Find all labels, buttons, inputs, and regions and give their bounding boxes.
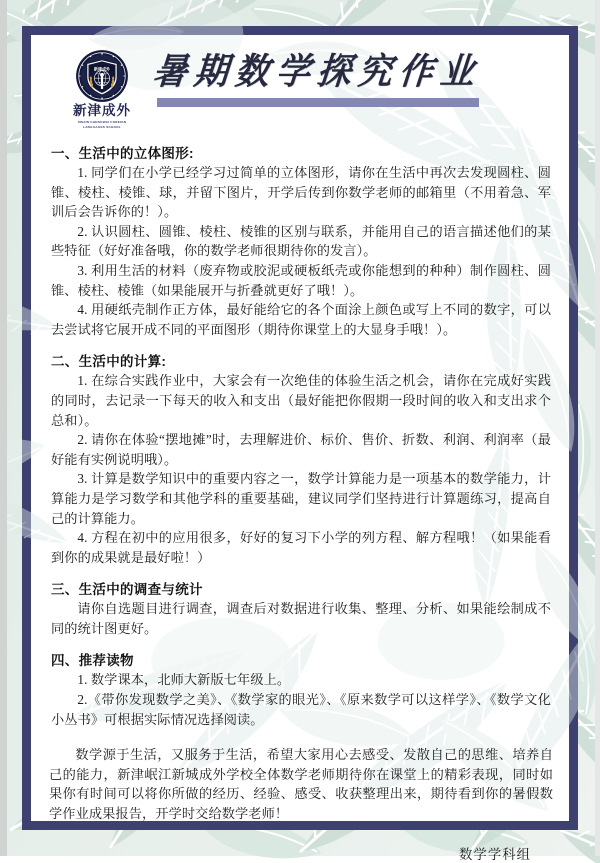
document-sheet xyxy=(31,35,569,862)
section-4 xyxy=(49,649,553,729)
section-2-item-1: 1. 在综合实践作业中，大家会有一次绝佳的体验生活之机会，请你在完成好实践的同时，去记录一下每天的收入和支出（最好能把你假期一段时间的收入和支出求个总和）。 xyxy=(51,373,551,428)
section-1-heading: 一、生活中的立体图形: xyxy=(51,146,194,161)
section-1-item-3: 3. 利用生活的材料（废弃物或胶泥或硬板纸壳或你能想到的种种）制作圆柱、圆锥、棱柱、棱锥（如果能展开与折叠就更好了哦！）。 xyxy=(51,262,551,298)
section-3-heading: 三、生活中的调查与统计 xyxy=(51,582,203,598)
school-crest-icon xyxy=(75,49,129,103)
section-2 xyxy=(49,350,553,567)
page-title: 暑期数学探究作业 xyxy=(151,52,483,93)
page-edge-right xyxy=(595,0,600,856)
section-3 xyxy=(49,578,553,638)
section-4-heading: 四、推荐读物 xyxy=(51,653,134,669)
section-1-item-4: 4. 用硬纸壳制作正方体，最好能给它的各个面涂上颜色或写上不同的数字，可以去尝试将它展开成不同的平面图形（期待你课堂上的大显身手哦！）。 xyxy=(51,302,551,337)
title-underline-bar xyxy=(157,98,479,107)
page-edge-left xyxy=(0,0,7,856)
section-2-heading: 二、生活中的计算: xyxy=(51,354,167,370)
section-2-item-3: 3. 计算是数学知识中的重要内容之一，数学计算能力是一项基本的数学能力，计算能力是学习数学和其他学科的重要基础，建议同学们坚持进行计算题练习，提高自己的计算能力。 xyxy=(51,471,551,526)
section-1-item-1: 1. 同学们在小学已经学习过简单的立体图形，请你在生活中再次去发现圆柱、圆锥、棱柱、棱锥、球，并留下图片，开学后传到你数学老师的邮箱里（不用着急、军训后会告诉你的！）。 xyxy=(51,165,551,220)
section-1 xyxy=(49,142,553,339)
document-content xyxy=(31,35,569,862)
closing-block xyxy=(49,745,553,823)
section-4-item-1: 1. 数学课本，北师大新版七年级上。 xyxy=(77,672,291,688)
section-1-item-2: 2. 认识圆柱、圆锥、棱柱、棱锥的区别与联系，并能用自己的语言描述他们的某些特征（好好准备哦，你的数学老师很期待你的发言）。 xyxy=(51,223,551,259)
title-block xyxy=(153,53,543,107)
signature: 数学学科组 xyxy=(459,846,531,862)
school-name-en-line1: XINJIN CHENGWAI FOREIGN xyxy=(77,119,127,124)
section-3-item-1: 请你自选题目进行调查，调查后对数据进行收集、整理、分析、如果能绘制成不同的统计图更好。 xyxy=(51,601,551,636)
closing-paragraph: 数学源于生活，又服务于生活，希望大家用心去感受、发散自己的思维、培养自己的能力，新津岷江新城成外学校全体数学老师期待你在课堂上的精彩表现，同时如果你有时间可以将你所做的经历、经验、感受、收获整理出来，期待看到你的暑假数学作业成果报告，开学时交给数学老师！ xyxy=(49,747,553,822)
section-2-item-4: 4. 方程在初中的应用很多，好好的复习下小学的列方程、解方程哦！（如果能看到你的成果就是最好啦！） xyxy=(51,530,551,565)
document-frame xyxy=(22,26,578,862)
school-name-en-line2: LANGUAGES SCHOOL xyxy=(83,125,121,130)
svg-text:新津成外: 新津成外 xyxy=(93,66,111,72)
section-4-item-2: 2.《带你发现数学之美》、《数学家的眼光》、《原来数学可以这样学》、《数学文化小丛书》可根据实际情况选择阅读。 xyxy=(51,692,551,727)
school-logo xyxy=(63,49,141,130)
school-name-cn: 新津成外 xyxy=(73,103,131,118)
section-2-item-2: 2. 请你在体验“摆地摊”时，去理解进价、标价、售价、折数、利润、利润率（最好能有实例说明哦）。 xyxy=(51,432,551,467)
document-header xyxy=(49,47,553,131)
